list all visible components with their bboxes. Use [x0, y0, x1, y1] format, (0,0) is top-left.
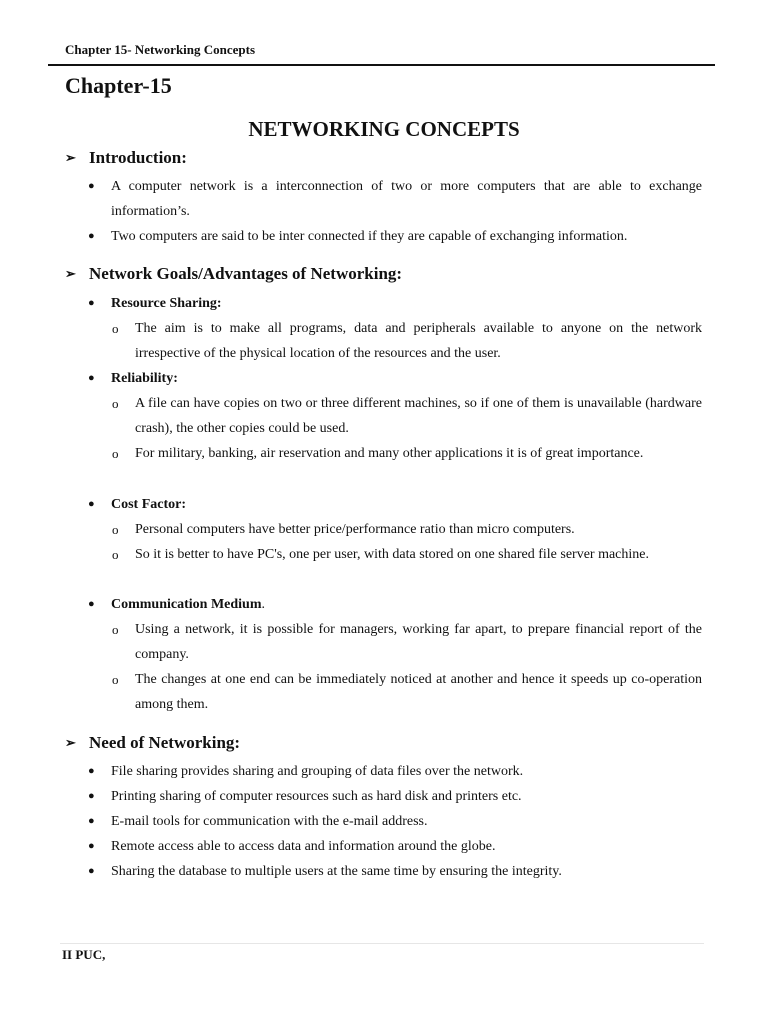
disc-bullet-icon: ● — [88, 372, 95, 384]
footer-divider — [60, 943, 704, 944]
sub-list-item — [112, 542, 702, 567]
list-item — [88, 809, 702, 834]
sub-list-item — [112, 617, 702, 667]
disc-bullet-icon: ● — [88, 865, 95, 877]
running-header: Chapter 15- Networking Concepts — [65, 42, 256, 57]
disc-bullet-icon: ● — [88, 180, 95, 192]
disc-bullet-icon: ● — [88, 598, 95, 610]
list-item-label-suffix: . — [261, 597, 265, 612]
sub-list-item — [112, 667, 702, 717]
list-item-text: E-mail tools for communication with the e-mail address. — [111, 814, 428, 829]
circle-bullet-icon: o — [112, 446, 119, 461]
header-divider — [48, 64, 715, 66]
circle-bullet-icon: o — [112, 522, 119, 537]
footer-label: II PUC, — [62, 947, 106, 962]
disc-bullet-icon: ● — [88, 765, 95, 777]
disc-bullet-icon: ● — [88, 790, 95, 802]
section-heading-text: Network Goals/Advantages of Networking: — [89, 264, 403, 283]
list-item — [88, 859, 702, 884]
list-item — [88, 784, 702, 809]
chapter-label: Chapter-15 — [65, 73, 172, 98]
disc-bullet-icon: ● — [88, 297, 95, 309]
list-item-text: Two computers are said to be inter connected if they are capable of exchanging information. — [111, 229, 628, 244]
section-heading-text: Introduction: — [89, 148, 187, 167]
section-heading-network-goals — [65, 264, 402, 284]
circle-bullet-icon: o — [112, 672, 119, 687]
list-item — [88, 834, 702, 859]
arrow-head-icon: ➢ — [65, 150, 76, 165]
arrow-head-icon: ➢ — [65, 266, 76, 281]
section-heading-need-of-networking — [65, 733, 240, 753]
disc-bullet-icon: ● — [88, 815, 95, 827]
list-item-label: Communication Medium — [111, 597, 262, 612]
sub-list-item — [112, 441, 702, 466]
list-item — [88, 759, 702, 784]
circle-bullet-icon: o — [112, 321, 119, 336]
list-item-text: A computer network is a interconnection of two or more computers that are able to exchange information’s. — [111, 179, 702, 219]
arrow-head-icon: ➢ — [65, 735, 76, 750]
list-item — [88, 174, 702, 224]
list-item-text: File sharing provides sharing and grouping of data files over the network. — [111, 764, 524, 779]
list-item-label: Cost Factor: — [111, 497, 187, 512]
circle-bullet-icon: o — [112, 622, 119, 637]
list-item-label: Reliability: — [111, 371, 178, 386]
list-item-reliability — [88, 366, 702, 391]
section-heading-text: Need of Networking: — [89, 733, 241, 752]
sub-list-item-text: Using a network, it is possible for managers, working far apart, to prepare financial report of the company. — [135, 622, 702, 662]
sub-list-item-text: A file can have copies on two or three different machines, so if one of them is unavailable (hardware crash), the other copies could be used. — [135, 396, 702, 436]
list-item — [88, 224, 702, 249]
sub-list-item-text: The changes at one end can be immediately noticed at another and hence it speeds up co-operation among them. — [135, 672, 702, 712]
list-item-communication-medium — [88, 592, 702, 617]
list-item-label: Resource Sharing: — [111, 296, 222, 311]
list-item-label-wrap — [111, 592, 702, 617]
sub-list-item — [112, 517, 702, 542]
list-item-text: Printing sharing of computer resources such as hard disk and printers etc. — [111, 789, 522, 804]
sub-list-item-text: So it is better to have PC's, one per user, with data stored on one shared file server machine. — [135, 547, 649, 562]
sub-list-item-text: Personal computers have better price/performance ratio than micro computers. — [135, 522, 575, 537]
list-item-resource-sharing — [88, 291, 702, 316]
sub-list-item-text: The aim is to make all programs, data and peripherals available to anyone on the network irrespective of the physical location of the resources and the user. — [135, 321, 702, 361]
disc-bullet-icon: ● — [88, 840, 95, 852]
disc-bullet-icon: ● — [88, 498, 95, 510]
sub-list-item-text: For military, banking, air reservation and many other applications it is of great importance. — [135, 446, 644, 461]
circle-bullet-icon: o — [112, 396, 119, 411]
list-item-text: Sharing the database to multiple users at the same time by ensuring the integrity. — [111, 864, 562, 879]
list-item-cost-factor — [88, 492, 702, 517]
circle-bullet-icon: o — [112, 547, 119, 562]
list-item-text: Remote access able to access data and information around the globe. — [111, 839, 496, 854]
sub-list-item — [112, 316, 702, 366]
section-heading-introduction — [65, 148, 187, 168]
sub-list-item — [112, 391, 702, 441]
page-title: NETWORKING CONCEPTS — [248, 117, 520, 141]
disc-bullet-icon: ● — [88, 230, 95, 242]
